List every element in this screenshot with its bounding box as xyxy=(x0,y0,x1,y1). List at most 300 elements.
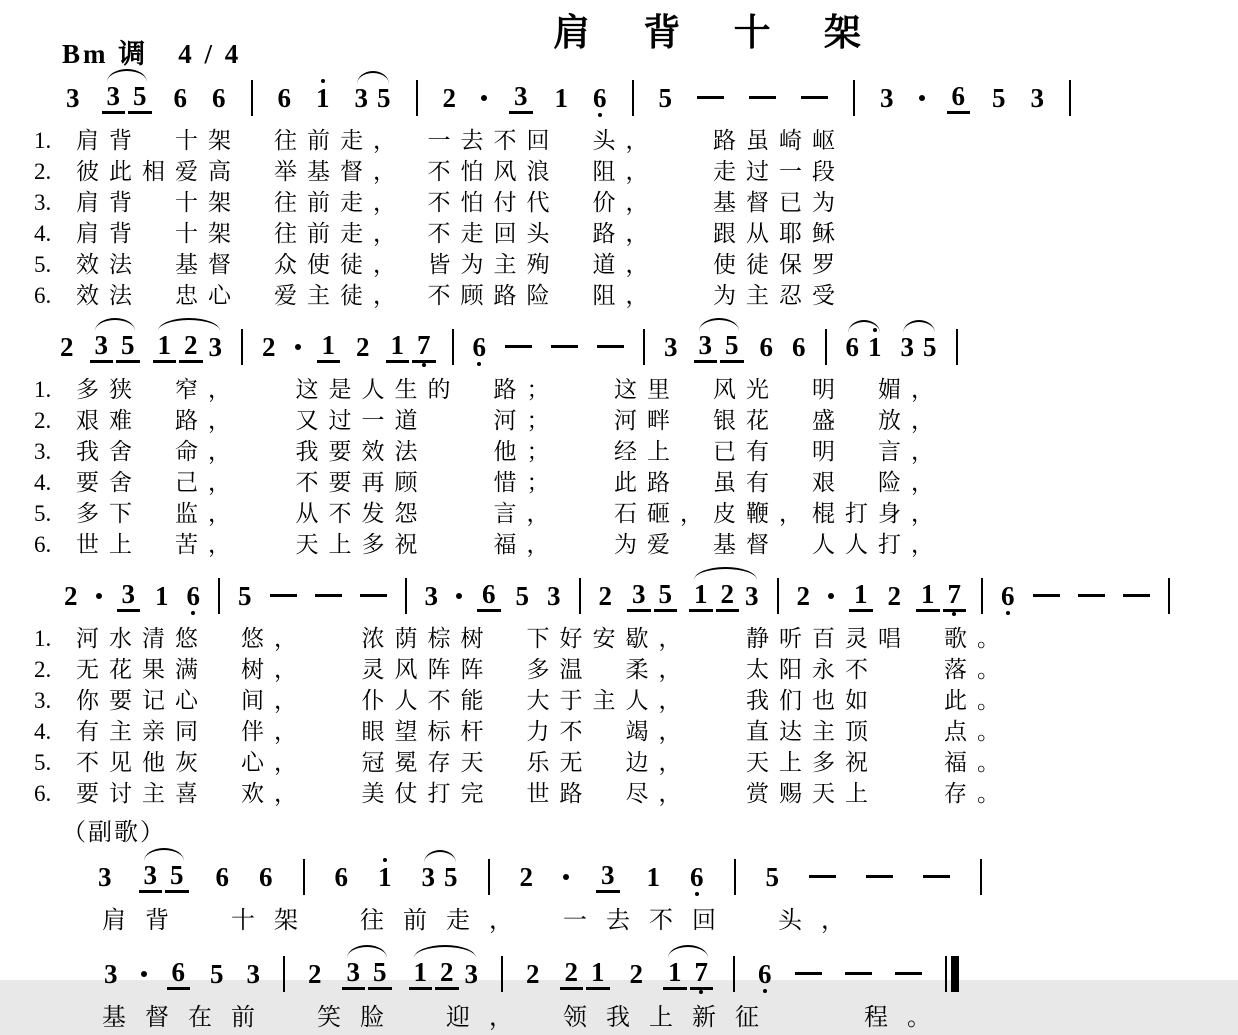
verse-number: 3. xyxy=(34,190,52,215)
note-digit: 6 xyxy=(215,861,229,892)
note-digit: 1 xyxy=(153,330,177,363)
octave-dot-above-slot xyxy=(526,950,540,959)
note-digit: 5 xyxy=(210,958,224,989)
octave-dot-above-slot xyxy=(66,74,80,83)
note-digit: 6 xyxy=(277,82,291,113)
octave-dot-above-slot xyxy=(692,570,710,579)
octave-dot-below-slot xyxy=(723,363,741,372)
music-note xyxy=(64,572,78,620)
lyric-text: 多狭 窄， 这是人生的 路； 这里 风光 明 媚， xyxy=(76,377,944,402)
octave-dot-above-slot xyxy=(690,853,704,862)
music-note xyxy=(593,74,607,122)
octave-dot-below xyxy=(191,611,195,615)
music-note xyxy=(389,321,407,372)
verse-number: 2. xyxy=(34,657,52,682)
chorus-systems xyxy=(34,851,1212,1035)
octave-dot-above-slot xyxy=(888,572,902,581)
octave-dot-below xyxy=(763,989,767,993)
dash-note xyxy=(697,96,724,99)
octave-dot-above-slot xyxy=(278,74,292,83)
lyric-line xyxy=(34,156,1212,187)
octave-dot-above-slot xyxy=(425,572,439,581)
note-digit: 3 xyxy=(421,861,435,892)
music-note xyxy=(465,950,479,998)
music-note xyxy=(630,570,648,621)
octave-dot-above-slot xyxy=(174,74,188,83)
octave-dot-below-slot xyxy=(182,363,200,372)
note-digit: 2 xyxy=(262,331,276,362)
note-digit: 3 xyxy=(694,330,718,363)
octave-dot-above-slot xyxy=(852,570,870,579)
verse-number: 1. xyxy=(34,377,52,402)
music-note xyxy=(657,570,675,621)
lyric-line xyxy=(34,716,1212,747)
note-digit: 2 xyxy=(629,958,643,989)
note-digit: 1 xyxy=(916,579,940,612)
slur-group xyxy=(142,851,186,902)
lyric-line xyxy=(34,249,1212,280)
octave-dot-above-slot xyxy=(693,948,711,957)
octave-dot-above-slot xyxy=(792,323,806,332)
dash-note xyxy=(315,594,342,597)
octave-dot-above-slot xyxy=(155,572,169,581)
barline xyxy=(777,578,779,614)
octave-dot-below xyxy=(699,990,703,994)
note-digit: 3 xyxy=(354,82,368,113)
barline xyxy=(303,859,305,895)
augmentation-dot xyxy=(828,593,834,599)
music-note xyxy=(278,74,292,122)
lyric-text: 要舍 己， 不要再顾 惜； 此路 虽有 艰 险， xyxy=(76,470,944,495)
note-digit: 5 xyxy=(923,331,937,362)
lyric-text: 肩背 十架 往前走， 一去不回 头， xyxy=(102,908,864,934)
octave-dot-below-slot xyxy=(247,989,261,998)
music-note xyxy=(697,321,715,372)
music-note xyxy=(719,570,737,621)
octave-dot-above-slot xyxy=(923,323,937,332)
verse-number: 3. xyxy=(34,688,52,713)
note-digit: 2 xyxy=(716,579,740,612)
music-system xyxy=(34,72,1212,311)
note-digit: 5 xyxy=(654,579,678,612)
music-note xyxy=(238,572,252,620)
octave-dot-below-slot xyxy=(719,612,737,621)
music-note xyxy=(868,323,882,371)
lyric-line xyxy=(34,405,1212,436)
music-note xyxy=(155,572,169,620)
lyric-line xyxy=(34,623,1212,654)
octave-dot-below-slot xyxy=(690,892,704,901)
note-digit: 1 xyxy=(386,330,410,363)
music-note xyxy=(901,323,915,371)
music-note xyxy=(119,321,137,372)
octave-dot-above-slot xyxy=(355,74,369,83)
verse-number: 4. xyxy=(34,719,52,744)
note-digit: 6 xyxy=(212,82,226,113)
octave-dot-above-slot xyxy=(356,323,370,332)
music-note xyxy=(131,72,149,123)
lyric-text: 不见他灰 心， 冠冕存天 乐无 边， 天上多祝 福。 xyxy=(76,750,1010,775)
final-barline-thin xyxy=(945,956,947,992)
augmentation-dot xyxy=(481,95,487,101)
music-note xyxy=(630,950,644,998)
octave-dot-below-slot xyxy=(599,893,617,902)
note-digit: 2 xyxy=(526,958,540,989)
lyric-text: 河水清悠 悠， 浓荫棕树 下好安歇， 静听百灵唱 歌。 xyxy=(76,626,1010,651)
octave-dot-above-slot xyxy=(64,572,78,581)
lyric-line xyxy=(34,529,1212,560)
octave-dot-below-slot xyxy=(98,892,112,901)
note-digit: 1 xyxy=(689,579,713,612)
octave-dot-above-slot xyxy=(259,853,273,862)
music-note xyxy=(766,853,780,901)
lyric-text: 肩背 十架 往前走， 不走回头 路， 跟从耶稣 xyxy=(76,221,845,246)
note-digit: 3 xyxy=(900,331,914,362)
octave-dot-above-slot xyxy=(723,321,741,330)
octave-dot-below-slot xyxy=(797,611,811,620)
verse-number: 5. xyxy=(34,501,52,526)
note-digit: 3 xyxy=(547,580,561,611)
beam-group xyxy=(919,570,963,621)
octave-dot-above-slot xyxy=(745,572,759,581)
verse-number: 6. xyxy=(34,532,52,557)
octave-dot-below-slot xyxy=(438,990,456,999)
note-digit: 5 xyxy=(377,82,391,113)
note-digit: 1 xyxy=(849,579,873,612)
note-digit: 3 xyxy=(208,331,222,362)
note-digit: 3 xyxy=(1030,82,1044,113)
octave-dot-below-slot xyxy=(664,362,678,371)
lyric-line xyxy=(34,374,1212,405)
note-digit: 3 xyxy=(664,331,678,362)
header xyxy=(34,8,1212,68)
octave-dot-above-slot xyxy=(950,72,968,81)
octave-dot-below-slot xyxy=(278,113,292,122)
note-digit: 1 xyxy=(316,82,330,113)
octave-dot-above-slot xyxy=(247,950,261,959)
octave-dot-above-slot xyxy=(377,74,391,83)
music-note xyxy=(792,323,806,371)
octave-dot-above-slot xyxy=(599,851,617,860)
octave-dot-below-slot xyxy=(901,362,915,371)
verse-number: 1. xyxy=(34,626,52,651)
octave-dot-above-slot xyxy=(946,570,964,579)
octave-dot-below-slot xyxy=(555,113,569,122)
music-note xyxy=(647,853,661,901)
octave-dot-above-slot xyxy=(547,572,561,581)
octave-dot-below-slot xyxy=(316,113,330,122)
barline xyxy=(452,329,454,365)
dash-note xyxy=(1033,594,1060,597)
music-note xyxy=(316,74,330,122)
octave-dot-above-slot xyxy=(216,853,230,862)
music-note xyxy=(120,570,138,621)
chorus-label: （副歌） xyxy=(62,820,166,846)
music-note xyxy=(170,948,188,999)
note-digit: 2 xyxy=(598,580,612,611)
octave-dot-above-slot xyxy=(630,570,648,579)
slur-group xyxy=(697,321,741,372)
octave-dot-below-slot xyxy=(923,362,937,371)
octave-dot-below-slot xyxy=(547,611,561,620)
octave-dot-below-slot xyxy=(259,892,273,901)
note-digit: 3 xyxy=(98,861,112,892)
octave-dot-below-slot xyxy=(666,990,684,999)
augmentation-dot xyxy=(563,874,569,880)
lyric-line xyxy=(34,280,1212,311)
music-note xyxy=(422,853,436,901)
octave-dot-above-slot xyxy=(512,72,530,81)
note-digit: 6 xyxy=(186,580,200,611)
octave-dot-below-slot xyxy=(946,612,964,621)
note-digit: 5 xyxy=(116,330,140,363)
octave-dot-above-slot xyxy=(719,570,737,579)
octave-dot-above-slot xyxy=(516,572,530,581)
octave-dot-below-slot xyxy=(308,989,322,998)
barline xyxy=(501,956,503,992)
octave-dot-above-slot xyxy=(212,74,226,83)
octave-dot-below-slot xyxy=(356,362,370,371)
octave-dot-below-slot xyxy=(209,362,223,371)
dash-note xyxy=(1078,594,1105,597)
note-digit: 5 xyxy=(720,330,744,363)
lyric-text: 效法 忠心 爱主徒， 不顾路险 阻， 为主忍受 xyxy=(76,283,845,308)
music-note xyxy=(142,851,160,902)
octave-dot-below-slot xyxy=(593,113,607,122)
music-note xyxy=(846,323,860,371)
music-note xyxy=(335,853,349,901)
music-note xyxy=(93,321,111,372)
note-digit: 3 xyxy=(342,957,366,990)
verse-number: 2. xyxy=(34,408,52,433)
octave-dot-below-slot xyxy=(155,611,169,620)
octave-dot-above-slot xyxy=(766,853,780,862)
music-note xyxy=(355,74,369,122)
music-note xyxy=(187,572,201,620)
barline xyxy=(251,80,253,116)
barline xyxy=(218,578,220,614)
lyric-text: 彼此相爱高 举基督， 不怕风浪 阻， 走过一段 xyxy=(76,159,845,184)
barline xyxy=(956,329,958,365)
barline xyxy=(241,329,243,365)
slur-group xyxy=(93,321,137,372)
lyric-text: 无花果满 树， 灵风阵阵 多温 柔， 太阳永不 落。 xyxy=(76,657,1010,682)
octave-dot-below-slot xyxy=(465,989,479,998)
music-note xyxy=(425,572,439,620)
octave-dot-below-slot xyxy=(170,990,188,999)
note-digit: 6 xyxy=(472,331,486,362)
note-digit: 1 xyxy=(155,580,169,611)
lyric-text: 你要记心 间， 仆人不能 大于主人， 我们也如 此。 xyxy=(76,688,1010,713)
music-note xyxy=(512,72,530,123)
music-note xyxy=(212,74,226,122)
octave-dot-above-slot xyxy=(98,853,112,862)
octave-dot-below-slot xyxy=(758,989,772,998)
music-note xyxy=(345,948,363,999)
verse-number: 3. xyxy=(34,439,52,464)
note-digit: 2 xyxy=(887,580,901,611)
octave-dot-above-slot xyxy=(593,74,607,83)
note-digit: 6 xyxy=(759,331,773,362)
note-digit: 2 xyxy=(60,331,74,362)
octave-dot-above-slot xyxy=(308,950,322,959)
verse-number: 5. xyxy=(34,252,52,277)
lyric-text: 肩背 十架 往前走， 不怕付代 价， 基督已为 xyxy=(76,190,845,215)
octave-dot-above-slot xyxy=(473,323,487,332)
octave-dot-below-slot xyxy=(389,363,407,372)
octave-dot-above-slot xyxy=(168,851,186,860)
dash-note xyxy=(360,594,387,597)
note-digit: 5 xyxy=(765,861,779,892)
octave-dot-above-slot xyxy=(438,948,456,957)
note-digit: 3 xyxy=(745,580,759,611)
slur-group xyxy=(412,948,479,999)
music-note xyxy=(371,948,389,999)
octave-dot-above-slot xyxy=(422,853,436,862)
octave-dot-below-slot xyxy=(520,892,534,901)
music-note xyxy=(516,572,530,620)
octave-dot-below-slot xyxy=(119,363,137,372)
music-note xyxy=(599,572,613,620)
music-note xyxy=(555,74,569,122)
lyric-text: 效法 基督 众使徒， 皆为主殉 道， 使徒保罗 xyxy=(76,252,845,277)
octave-dot-below-slot xyxy=(516,611,530,620)
music-note xyxy=(760,323,774,371)
octave-dot-above-slot xyxy=(131,72,149,81)
octave-dot-below-slot xyxy=(693,990,711,999)
music-note xyxy=(174,74,188,122)
key-signature: Bm 调 4 / 4 xyxy=(62,39,242,69)
page-title: 肩 背 十 架 xyxy=(553,13,883,54)
slur-group xyxy=(422,853,458,901)
octave-dot-below-slot xyxy=(174,113,188,122)
note-digit: 6 xyxy=(334,861,348,892)
note-digit: 6 xyxy=(173,82,187,113)
octave-dot-below xyxy=(695,892,699,896)
octave-dot-above-slot xyxy=(465,950,479,959)
music-note xyxy=(797,572,811,620)
barline xyxy=(579,578,581,614)
octave-dot-below-slot xyxy=(526,989,540,998)
octave-dot-below-slot xyxy=(422,892,436,901)
note-digit: 2 xyxy=(356,331,370,362)
music-note xyxy=(950,72,968,123)
slur-group xyxy=(846,323,882,371)
octave-dot-above-slot xyxy=(760,323,774,332)
barline xyxy=(825,329,827,365)
note-digit: 6 xyxy=(845,331,859,362)
octave-dot-below xyxy=(1006,611,1010,615)
octave-dot-above-slot xyxy=(563,948,581,957)
lyric-line xyxy=(34,778,1212,809)
octave-dot-above-slot xyxy=(480,570,498,579)
music-note xyxy=(182,321,200,372)
note-digit: 3 xyxy=(102,81,126,114)
music-line xyxy=(34,321,1212,372)
octave-dot-below-slot xyxy=(589,990,607,999)
octave-dot-below-slot xyxy=(142,893,160,902)
dash-note xyxy=(845,972,872,975)
octave-dot-above-slot xyxy=(60,323,74,332)
barline xyxy=(283,956,285,992)
octave-dot-above-slot xyxy=(378,853,392,862)
augmentation-dot xyxy=(919,95,925,101)
dash-note xyxy=(801,96,828,99)
music-line xyxy=(34,72,1212,123)
music-note xyxy=(156,321,174,372)
note-digit: 1 xyxy=(868,331,882,362)
octave-dot-above-slot xyxy=(992,74,1006,83)
barline xyxy=(1069,80,1071,116)
music-note xyxy=(666,948,684,999)
lyric-line xyxy=(34,1001,1212,1035)
barline xyxy=(1168,578,1170,614)
note-digit: 6 xyxy=(758,958,772,989)
octave-dot-above-slot xyxy=(919,570,937,579)
octave-dot-above-slot xyxy=(335,853,349,862)
dash-note xyxy=(795,972,822,975)
octave-dot-above-slot xyxy=(371,948,389,957)
music-note xyxy=(758,950,772,998)
music-note xyxy=(888,572,902,620)
octave-dot-below-slot xyxy=(760,362,774,371)
note-digit: 2 xyxy=(442,82,456,113)
beam-group xyxy=(389,321,433,372)
dash-note xyxy=(551,345,578,348)
octave-dot-below-slot xyxy=(480,612,498,621)
note-digit: 3 xyxy=(596,860,620,893)
octave-dot-below-slot xyxy=(371,990,389,999)
note-digit: 6 xyxy=(1001,580,1015,611)
music-note xyxy=(693,948,711,999)
barline xyxy=(733,956,735,992)
verse-number: 5. xyxy=(34,750,52,775)
note-digit: 2 xyxy=(560,957,584,990)
octave-dot-above-slot xyxy=(443,74,457,83)
octave-dot-above-slot xyxy=(555,74,569,83)
note-digit: 5 xyxy=(165,860,189,893)
note-digit: 6 xyxy=(477,579,501,612)
octave-dot-above-slot xyxy=(238,572,252,581)
octave-dot-above-slot xyxy=(520,853,534,862)
octave-dot-below-slot xyxy=(880,113,894,122)
lyric-line xyxy=(34,467,1212,498)
music-note xyxy=(919,570,937,621)
note-digit: 3 xyxy=(880,82,894,113)
lyric-line xyxy=(34,187,1212,218)
barline xyxy=(488,859,490,895)
note-digit: 2 xyxy=(308,958,322,989)
music-note xyxy=(210,950,224,998)
dash-note xyxy=(895,972,922,975)
note-digit: 3 xyxy=(90,330,114,363)
note-digit: 1 xyxy=(586,957,610,990)
octave-dot-above-slot xyxy=(187,572,201,581)
note-digit: 5 xyxy=(238,580,252,611)
verse-systems xyxy=(34,72,1212,809)
music-note xyxy=(98,853,112,901)
octave-dot-below xyxy=(952,612,956,616)
lyric-text: 基督在前 笑脸 迎， 领我上新征 程。 xyxy=(102,1005,950,1031)
octave-dot-above-slot xyxy=(846,323,860,332)
lyric-line xyxy=(34,685,1212,716)
octave-dot-above-slot xyxy=(697,321,715,330)
note-digit: 3 xyxy=(117,579,141,612)
octave-dot-below xyxy=(477,362,481,366)
music-note xyxy=(377,74,391,122)
music-note xyxy=(320,321,338,372)
lyric-text: 我舍 命， 我要效法 他； 经上 已有 明 言， xyxy=(76,439,944,464)
